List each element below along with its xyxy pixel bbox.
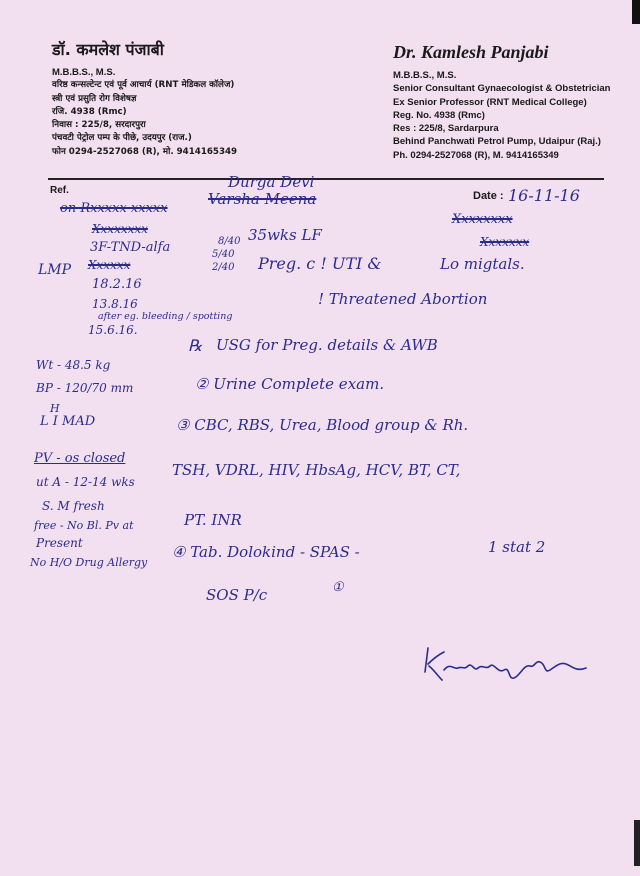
doctor-signature <box>420 640 590 695</box>
allergy-note: No H/O Drug Allergy <box>30 556 148 569</box>
gestation-note: 5/40 <box>212 249 235 260</box>
patient-name-struck: Varsha Meena <box>208 190 317 208</box>
cb-line-struck: on Rxxxxx xxxxx <box>60 201 168 216</box>
pv-exam: PV - os closed <box>34 451 126 466</box>
exam-note: Present <box>36 536 83 550</box>
cb-line-struck: Xxxxxxxx <box>92 222 148 236</box>
exam-note: H <box>50 402 60 415</box>
address-landmark-english: Behind Panchwati Petrol Pump, Udaipur (Raj.) <box>393 136 601 148</box>
diagnosis-threatened-abortion: ! Threatened Abortion <box>318 290 488 308</box>
exam-note: S. M fresh <box>42 499 105 513</box>
letterhead-hindi <box>52 38 352 159</box>
exam-note: free - No Bl. Pv at <box>34 519 134 532</box>
bleeding-note: after eg. bleeding / spotting <box>98 311 233 322</box>
rx-mark: ① <box>332 580 344 595</box>
note-struck: Xxxxxxx <box>480 235 530 249</box>
date-label: Date : <box>473 190 504 202</box>
patient-name: Durga Devi <box>228 173 315 191</box>
scan-edge-mark <box>632 0 640 24</box>
rx-urine: ② Urine Complete exam. <box>195 375 385 393</box>
blood-pressure: BP - 120/70 mm <box>36 381 134 395</box>
degree-hindi: M.B.B.S., M.S. <box>52 67 116 78</box>
lmp-date: 18.2.16 <box>92 277 142 292</box>
visit-date: 16-11-16 <box>508 186 580 205</box>
lmp-label: LMP <box>38 262 72 278</box>
rx-tablet: ④ Tab. Dolokind - SPAS - <box>172 543 360 561</box>
note-struck: Xxxxxxxx <box>452 212 513 227</box>
letterhead-english <box>393 42 633 162</box>
doctor-name-hindi: डॉ. कमलेश पंजाबी <box>52 40 164 59</box>
designation-english: Senior Consultant Gynaecologist & Obstetrician <box>393 83 611 95</box>
header-divider <box>48 178 604 180</box>
phone-english: Ph. 0294-2527068 (R), M. 9414165349 <box>393 149 559 161</box>
weight: Wt - 48.5 kg <box>36 358 111 372</box>
rx-dose: 1 stat 2 <box>488 538 546 556</box>
rx-serology: TSH, VDRL, HIV, HbsAg, HCV, BT, CT, <box>172 461 461 479</box>
specialty-hindi: स्त्री एवं प्रसुति रोग विशेषज्ञ <box>52 93 137 104</box>
rx-coagulation: PT. INR <box>184 511 242 529</box>
phone-hindi: फोन 0294-2527068 (R), मो. 9414165349 <box>52 146 238 157</box>
registration-english: Reg. No. 4938 (Rmc) <box>393 109 485 121</box>
rx-symbol: ℞ <box>188 336 203 355</box>
degree-english: M.B.B.S., M.S. <box>393 70 457 81</box>
rx-sos: SOS P/c <box>206 586 268 604</box>
diagnosis-line: Preg. c ! UTI & <box>258 254 382 273</box>
rx-blood-tests: ③ CBC, RBS, Urea, Blood group & Rh. <box>176 416 469 434</box>
clinical-note: Lo migtals. <box>440 255 525 273</box>
lmp-date: 13.8.16 <box>92 297 138 311</box>
lmp-struck: Xxxxxx <box>88 258 131 272</box>
rx-usg: USG for Preg. details & AWB <box>216 336 438 354</box>
lmp-date: 15.6.16. <box>88 323 138 337</box>
obstetric-history: 3F-TND-alfa <box>90 240 171 255</box>
ref-label: Ref. <box>50 185 69 196</box>
gestation-note: 2/40 <box>212 262 235 273</box>
gestation-note: 8/40 <box>218 236 241 247</box>
designation-hindi: वरिष्ठ कन्सल्टेन्ट एवं पूर्व आचार्य (RNT मेडिकल कॉलेज) <box>52 80 235 91</box>
address-landmark-hindi: पंचवटी पेट्रोल पम्प के पीछे, उदयपुर (राज.) <box>52 133 192 144</box>
registration-hindi: रजि. 4938 (Rmc) <box>52 106 127 117</box>
gestational-age: 35wks LF <box>248 226 322 244</box>
address-hindi: निवास : 225/8, सरदारपुरा <box>52 120 146 131</box>
scan-edge-mark <box>634 820 640 866</box>
uterus-size: ut A - 12-14 wks <box>36 475 135 489</box>
former-post-english: Ex Senior Professor (RNT Medical College) <box>393 96 587 108</box>
exam-note: L I MAD <box>40 414 96 429</box>
doctor-name-english: Dr. Kamlesh Panjabi <box>393 42 549 62</box>
address-english: Res : 225/8, Sardarpura <box>393 123 499 135</box>
